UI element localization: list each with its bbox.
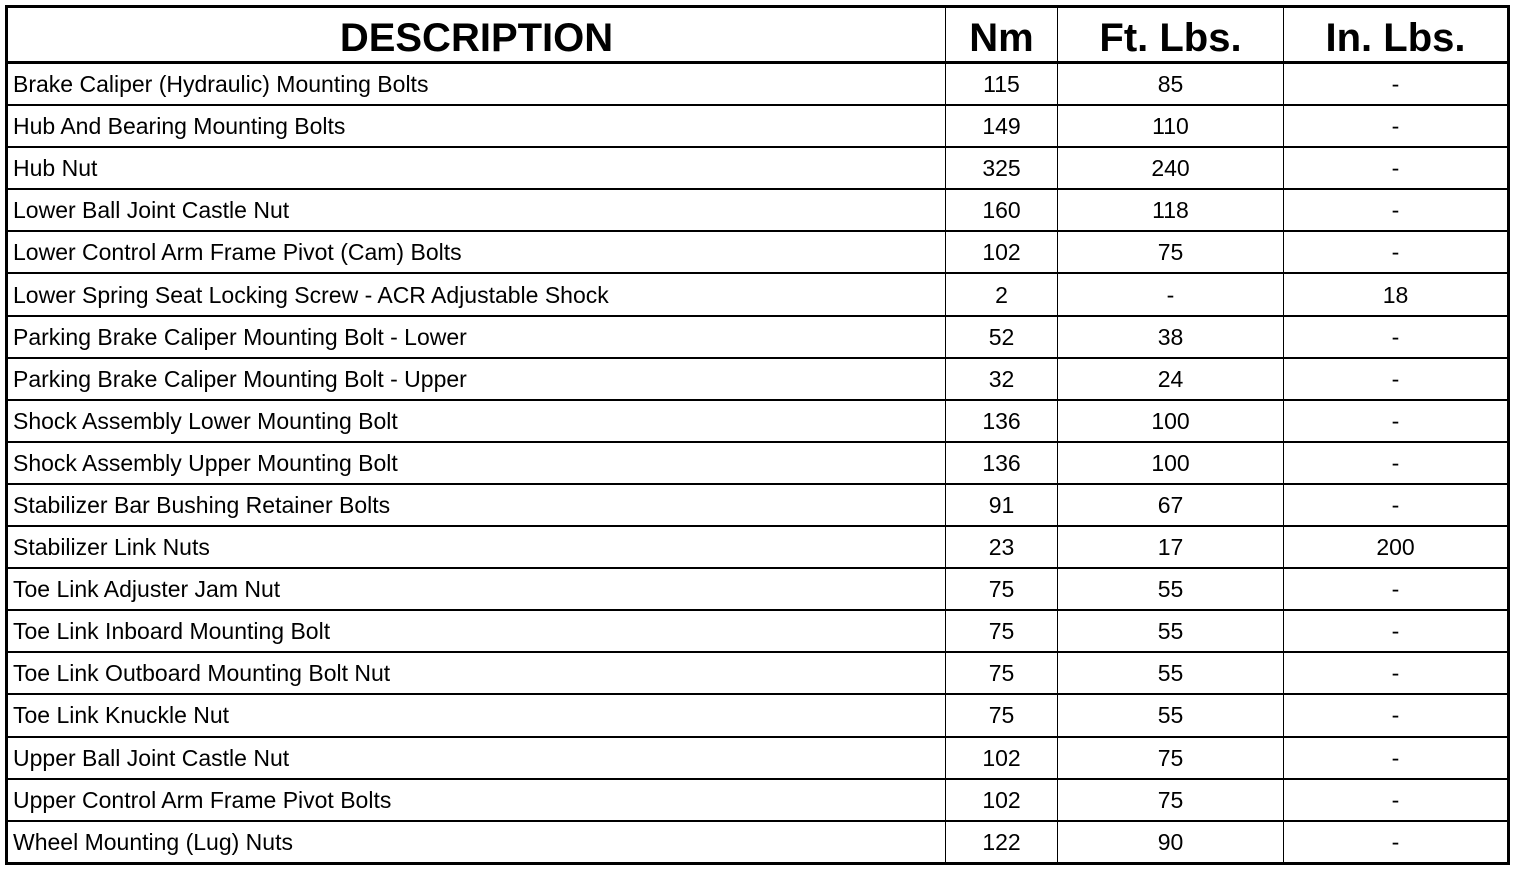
cell-nm: 75 [946, 652, 1058, 694]
cell-in-lbs: - [1284, 779, 1509, 821]
cell-description: Stabilizer Bar Bushing Retainer Bolts [7, 484, 946, 526]
cell-ft-lbs: 24 [1058, 358, 1284, 400]
cell-ft-lbs: - [1058, 273, 1284, 315]
table-row [7, 652, 1509, 694]
table-row [7, 63, 1509, 106]
cell-ft-lbs: 55 [1058, 652, 1284, 694]
cell-nm: 149 [946, 105, 1058, 147]
cell-in-lbs: - [1284, 147, 1509, 189]
cell-description: Hub Nut [7, 147, 946, 189]
table-row [7, 610, 1509, 652]
table-row [7, 147, 1509, 189]
cell-description: Lower Control Arm Frame Pivot (Cam) Bolts [7, 231, 946, 273]
cell-ft-lbs: 55 [1058, 568, 1284, 610]
cell-in-lbs: - [1284, 358, 1509, 400]
cell-ft-lbs: 85 [1058, 63, 1284, 106]
torque-specification-table [5, 5, 1510, 865]
cell-description: Toe Link Adjuster Jam Nut [7, 568, 946, 610]
cell-description: Toe Link Inboard Mounting Bolt [7, 610, 946, 652]
cell-ft-lbs: 75 [1058, 779, 1284, 821]
cell-nm: 75 [946, 568, 1058, 610]
cell-description: Lower Ball Joint Castle Nut [7, 189, 946, 231]
cell-ft-lbs: 55 [1058, 694, 1284, 736]
table-row [7, 484, 1509, 526]
cell-ft-lbs: 17 [1058, 526, 1284, 568]
cell-in-lbs: - [1284, 610, 1509, 652]
cell-description: Upper Ball Joint Castle Nut [7, 737, 946, 779]
cell-nm: 136 [946, 400, 1058, 442]
table-row [7, 105, 1509, 147]
table-row [7, 694, 1509, 736]
table-row [7, 231, 1509, 273]
cell-description: Shock Assembly Upper Mounting Bolt [7, 442, 946, 484]
table-row [7, 821, 1509, 864]
cell-nm: 160 [946, 189, 1058, 231]
cell-in-lbs: - [1284, 484, 1509, 526]
header-ft-lbs: Ft. Lbs. [1058, 7, 1284, 63]
cell-nm: 52 [946, 316, 1058, 358]
cell-ft-lbs: 67 [1058, 484, 1284, 526]
table-row [7, 400, 1509, 442]
cell-ft-lbs: 240 [1058, 147, 1284, 189]
table-row [7, 273, 1509, 315]
cell-in-lbs: - [1284, 316, 1509, 358]
cell-in-lbs: - [1284, 105, 1509, 147]
cell-in-lbs: - [1284, 694, 1509, 736]
cell-ft-lbs: 110 [1058, 105, 1284, 147]
cell-nm: 115 [946, 63, 1058, 106]
cell-in-lbs: - [1284, 63, 1509, 106]
table-row [7, 568, 1509, 610]
header-in-lbs: In. Lbs. [1284, 7, 1509, 63]
table-row [7, 737, 1509, 779]
cell-in-lbs: - [1284, 568, 1509, 610]
cell-nm: 23 [946, 526, 1058, 568]
cell-description: Toe Link Outboard Mounting Bolt Nut [7, 652, 946, 694]
cell-nm: 122 [946, 821, 1058, 864]
cell-nm: 102 [946, 779, 1058, 821]
cell-description: Stabilizer Link Nuts [7, 526, 946, 568]
cell-in-lbs: - [1284, 231, 1509, 273]
cell-in-lbs: - [1284, 189, 1509, 231]
cell-nm: 325 [946, 147, 1058, 189]
cell-in-lbs: - [1284, 652, 1509, 694]
cell-nm: 75 [946, 610, 1058, 652]
table-row [7, 526, 1509, 568]
cell-in-lbs: 200 [1284, 526, 1509, 568]
cell-ft-lbs: 100 [1058, 442, 1284, 484]
cell-ft-lbs: 90 [1058, 821, 1284, 864]
cell-nm: 136 [946, 442, 1058, 484]
cell-description: Hub And Bearing Mounting Bolts [7, 105, 946, 147]
table-header [7, 7, 1509, 63]
cell-ft-lbs: 38 [1058, 316, 1284, 358]
cell-in-lbs: 18 [1284, 273, 1509, 315]
cell-nm: 91 [946, 484, 1058, 526]
cell-ft-lbs: 75 [1058, 737, 1284, 779]
cell-ft-lbs: 55 [1058, 610, 1284, 652]
cell-nm: 32 [946, 358, 1058, 400]
table-row [7, 779, 1509, 821]
cell-in-lbs: - [1284, 737, 1509, 779]
cell-ft-lbs: 75 [1058, 231, 1284, 273]
table-row [7, 316, 1509, 358]
cell-ft-lbs: 118 [1058, 189, 1284, 231]
cell-nm: 102 [946, 231, 1058, 273]
table-body [7, 63, 1509, 864]
header-nm: Nm [946, 7, 1058, 63]
cell-description: Shock Assembly Lower Mounting Bolt [7, 400, 946, 442]
cell-in-lbs: - [1284, 821, 1509, 864]
cell-nm: 2 [946, 273, 1058, 315]
cell-in-lbs: - [1284, 400, 1509, 442]
cell-ft-lbs: 100 [1058, 400, 1284, 442]
cell-description: Parking Brake Caliper Mounting Bolt - Upper [7, 358, 946, 400]
cell-description: Brake Caliper (Hydraulic) Mounting Bolts [7, 63, 946, 106]
header-row [7, 7, 1509, 63]
cell-description: Wheel Mounting (Lug) Nuts [7, 821, 946, 864]
table-row [7, 358, 1509, 400]
cell-description: Parking Brake Caliper Mounting Bolt - Lower [7, 316, 946, 358]
cell-description: Lower Spring Seat Locking Screw - ACR Adjustable Shock [7, 273, 946, 315]
header-description: DESCRIPTION [7, 7, 946, 63]
cell-description: Toe Link Knuckle Nut [7, 694, 946, 736]
cell-nm: 102 [946, 737, 1058, 779]
cell-description: Upper Control Arm Frame Pivot Bolts [7, 779, 946, 821]
cell-nm: 75 [946, 694, 1058, 736]
table-row [7, 189, 1509, 231]
table-row [7, 442, 1509, 484]
cell-in-lbs: - [1284, 442, 1509, 484]
